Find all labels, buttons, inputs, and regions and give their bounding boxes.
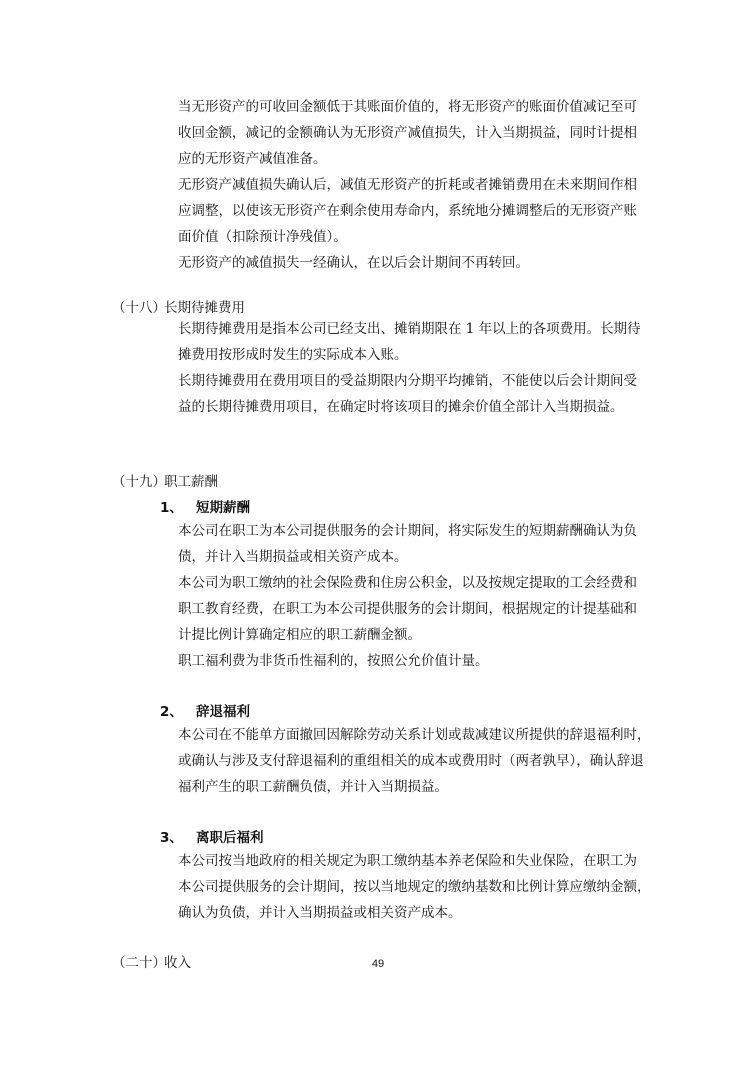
section-title: 长期待摊费用 — [164, 300, 245, 316]
text-line: 长期待摊费用在费用项目的受益期限内分期平均摊销，不能使以后会计期间受 — [178, 373, 637, 389]
text-line: 摊费用按形成时发生的实际成本入账。 — [178, 347, 408, 363]
text-line: 本公司提供服务的会计期间，按以当地规定的缴纳基数和比例计算应缴纳金额， — [178, 879, 651, 895]
paragraph — [178, 316, 648, 368]
subsection-title: 短期薪酬 — [196, 500, 250, 516]
paragraph — [178, 94, 648, 172]
subsection-number: 3、 — [160, 830, 183, 846]
section-number: （十九） — [112, 474, 166, 490]
text-line: 当无形资产的可收回金额低于其账面价值的，将无形资产的账面价值减记至可 — [178, 99, 637, 115]
page-number: 49 — [371, 958, 385, 970]
section-heading — [112, 296, 245, 316]
paragraph — [178, 570, 648, 648]
section-title: 收入 — [164, 955, 191, 971]
subsection-heading — [160, 826, 264, 846]
text-line: 长期待摊费用是指本公司已经支出、摊销期限在 1 年以上的各项费用。长期待 — [178, 321, 641, 337]
text-line: 益的长期待摊费用项目，在确定时将该项目的摊余价值全部计入当期损益。 — [178, 399, 624, 415]
text-line: 职工教育经费，在职工为本公司提供服务的会计期间，根据规定的计提基础和 — [178, 601, 637, 617]
text-line: 应调整，以使该无形资产在剩余使用寿命内，系统地分摊调整后的无形资产账 — [178, 203, 637, 219]
text-line: 职工福利费为非货币性福利的，按照公允价值计量。 — [178, 653, 489, 669]
text-line: 无形资产减值损失确认后，减值无形资产的折耗或者摊销费用在未来期间作相 — [178, 177, 637, 193]
section-number: （二十） — [112, 955, 166, 971]
paragraph — [178, 848, 651, 926]
text-line: 本公司在不能单方面撤回因解除劳动关系计划或裁减建议所提供的辞退福利时， — [178, 727, 651, 743]
paragraph — [178, 518, 648, 570]
text-line: 无形资产的减值损失一经确认，在以后会计期间不再转回。 — [178, 255, 529, 271]
text-line: 面价值（扣除预计净残值）。 — [178, 229, 347, 245]
subsection-number: 1、 — [160, 500, 183, 516]
text-line: 应的无形资产减值准备。 — [178, 151, 327, 167]
subsection-heading — [160, 496, 250, 516]
text-line: 计提比例计算确定相应的职工薪酬金额。 — [178, 627, 421, 643]
text-line: 确认为负债，并计入当期损益或相关资产成本。 — [178, 905, 462, 921]
paragraph — [178, 648, 648, 674]
text-line: 本公司按当地政府的相关规定为职工缴纳基本养老保险和失业保险，在职工为 — [178, 853, 637, 869]
text-line: 收回金额，减记的金额确认为无形资产减值损失，计入当期损益，同时计提相 — [178, 125, 637, 141]
paragraph — [178, 722, 651, 800]
section-number: （十八） — [112, 300, 166, 316]
section-title: 职工薪酬 — [164, 474, 218, 490]
text-line: 债，并计入当期损益或相关资产成本。 — [178, 549, 408, 565]
text-line: 本公司在职工为本公司提供服务的会计期间，将实际发生的短期薪酬确认为负 — [178, 523, 637, 539]
subsection-number: 2、 — [160, 704, 183, 720]
text-line: 本公司为职工缴纳的社会保险费和住房公积金，以及按规定提取的工会经费和 — [178, 575, 637, 591]
paragraph — [178, 172, 648, 250]
section-heading — [112, 470, 218, 490]
subsection-title: 辞退福利 — [196, 704, 250, 720]
paragraph — [178, 250, 648, 276]
text-line: 福利产生的职工薪酬负债，并计入当期损益。 — [178, 779, 448, 795]
text-line: 或确认与涉及支付辞退福利的重组相关的成本或费用时（两者孰早），确认辞退 — [178, 753, 644, 769]
subsection-title: 离职后福利 — [196, 830, 264, 846]
subsection-heading — [160, 700, 250, 720]
paragraph — [178, 368, 648, 420]
